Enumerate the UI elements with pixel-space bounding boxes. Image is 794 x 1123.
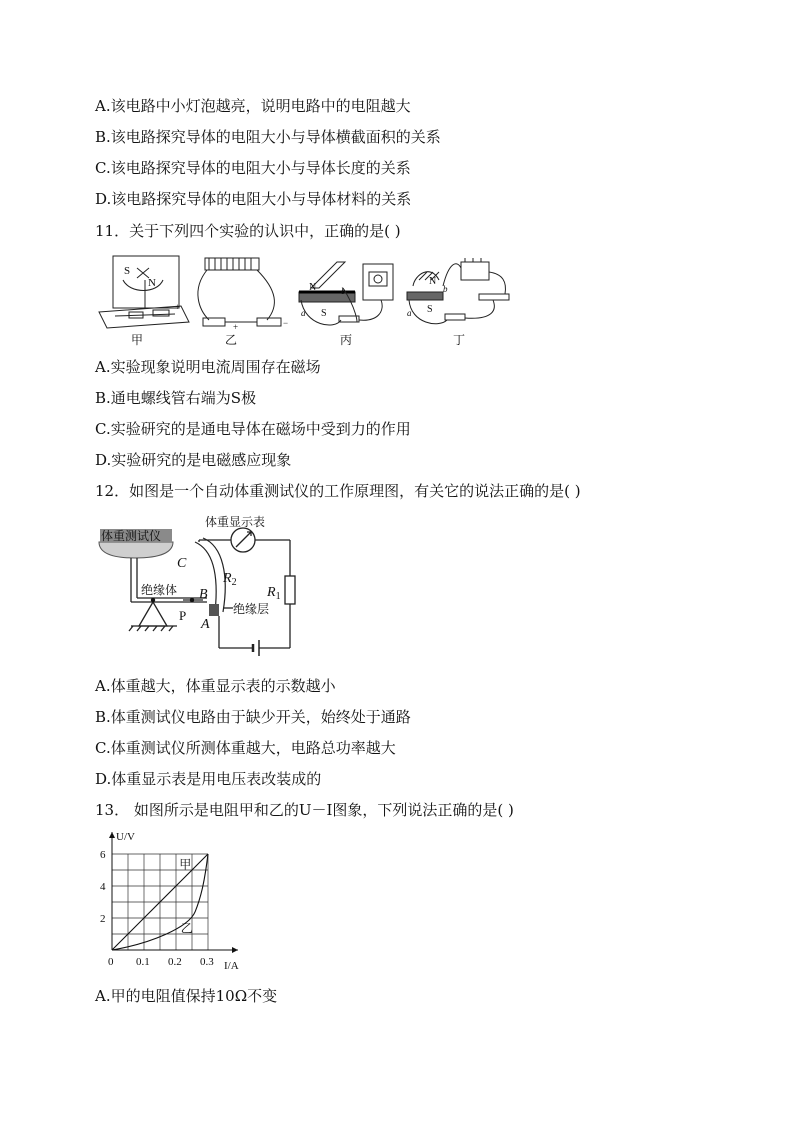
bing-s-pole: S: [321, 308, 327, 319]
scale-platform: [99, 542, 173, 558]
point-p: P: [179, 608, 187, 623]
r1-label: $R_1$: [267, 585, 281, 602]
x-tick-label: 0.2: [168, 956, 182, 968]
q10-option-b: B.该电路探究导体的电阻大小与导体横截面积的关系: [95, 128, 441, 146]
insulating-layer-label: 绝缘层: [233, 602, 270, 616]
chart-ticks: [100, 831, 239, 972]
q12-option-c: C.体重测试仪所测体重越大，电路总功率越大: [95, 739, 396, 757]
y-tick-label: 2: [100, 913, 106, 925]
q12-option-a: A.体重越大，体重显示表的示数越小: [95, 677, 336, 695]
point-a: A: [201, 617, 210, 632]
label-jia: 甲: [131, 333, 144, 347]
series-label-jia: 甲: [179, 857, 192, 872]
yi-plus: +: [233, 322, 239, 332]
q12-weight-meter-figure: [95, 512, 310, 664]
x-tick-label: 0: [108, 956, 114, 968]
label-ding: 丁: [453, 333, 466, 347]
q11-option-a: A.实验现象说明电流周围存在磁场: [95, 358, 321, 376]
experiment-bing: [299, 262, 393, 325]
experiment-ding: [407, 258, 509, 324]
x-axis-arrow: [232, 947, 238, 953]
chart-axes: [109, 832, 238, 953]
jia-s-pole: S: [124, 265, 131, 277]
q11-option-d: D.实验研究的是电磁感应现象: [95, 451, 292, 469]
q12-option-d: D.体重显示表是用电压表改装成的: [95, 770, 322, 788]
q13-ui-graph: [95, 828, 265, 978]
q11-option-c: C.实验研究的是通电导体在磁场中受到力的作用: [95, 420, 411, 438]
q12-stem: 12．如图是一个自动体重测试仪的工作原理图，有关它的说法正确的是( ): [95, 482, 581, 500]
q13-option-a: A.甲的电阻值保持10Ω不变: [95, 987, 278, 1005]
ding-n-pole: N: [429, 276, 437, 287]
q11-experiments-figure: [95, 250, 520, 348]
q10-option-c: C.该电路探究导体的电阻大小与导体长度的关系: [95, 159, 411, 177]
yi-minus: −: [283, 318, 289, 328]
jia-n-pole: N: [148, 277, 156, 289]
x-axis-label: I/A: [224, 960, 239, 972]
y-tick-label: 6: [100, 849, 106, 861]
r2-label: $R_2$: [223, 571, 237, 588]
q12-option-b: B.体重测试仪电路由于缺少开关，始终处于通路: [95, 708, 411, 726]
q11-stem: 11．关于下列四个实验的认识中，正确的是( ): [95, 222, 401, 240]
q11-option-b: B.通电螺线管右端为S极: [95, 389, 257, 407]
bing-a: a: [301, 308, 306, 318]
q10-option-d: D.该电路探究导体的电阻大小与导体材料的关系: [95, 190, 412, 208]
ding-s-pole: S: [427, 304, 433, 315]
x-tick-label: 0.1: [136, 956, 150, 968]
label-yi: 乙: [225, 333, 238, 347]
y-tick-label: 4: [100, 881, 106, 893]
bing-b: b: [341, 286, 346, 296]
experiment-yi: [198, 258, 281, 326]
jia-plus: +: [175, 302, 181, 312]
experiment-jia: [99, 256, 189, 328]
x-tick-label: 0.3: [200, 956, 214, 968]
series-label-yi: 乙: [180, 921, 193, 936]
q13-stem: 13． 如图所示是电阻甲和乙的U－I图象，下列说法正确的是( ): [95, 801, 514, 819]
y-axis-arrow: [109, 832, 115, 838]
insulator-label: 绝缘体: [141, 583, 178, 597]
ding-a: a: [407, 308, 412, 318]
meter-label: 体重显示表: [205, 515, 266, 529]
y-axis-label: U/V: [116, 831, 135, 843]
ding-b: b: [443, 284, 448, 294]
q10-option-a: A.该电路中小灯泡越亮，说明电路中的电阻越大: [95, 97, 411, 115]
bing-n-pole: N: [309, 282, 317, 293]
label-bing: 丙: [340, 333, 353, 347]
device-label: 体重测试仪: [101, 529, 162, 543]
point-b: B: [199, 587, 208, 602]
point-c: C: [177, 556, 187, 571]
